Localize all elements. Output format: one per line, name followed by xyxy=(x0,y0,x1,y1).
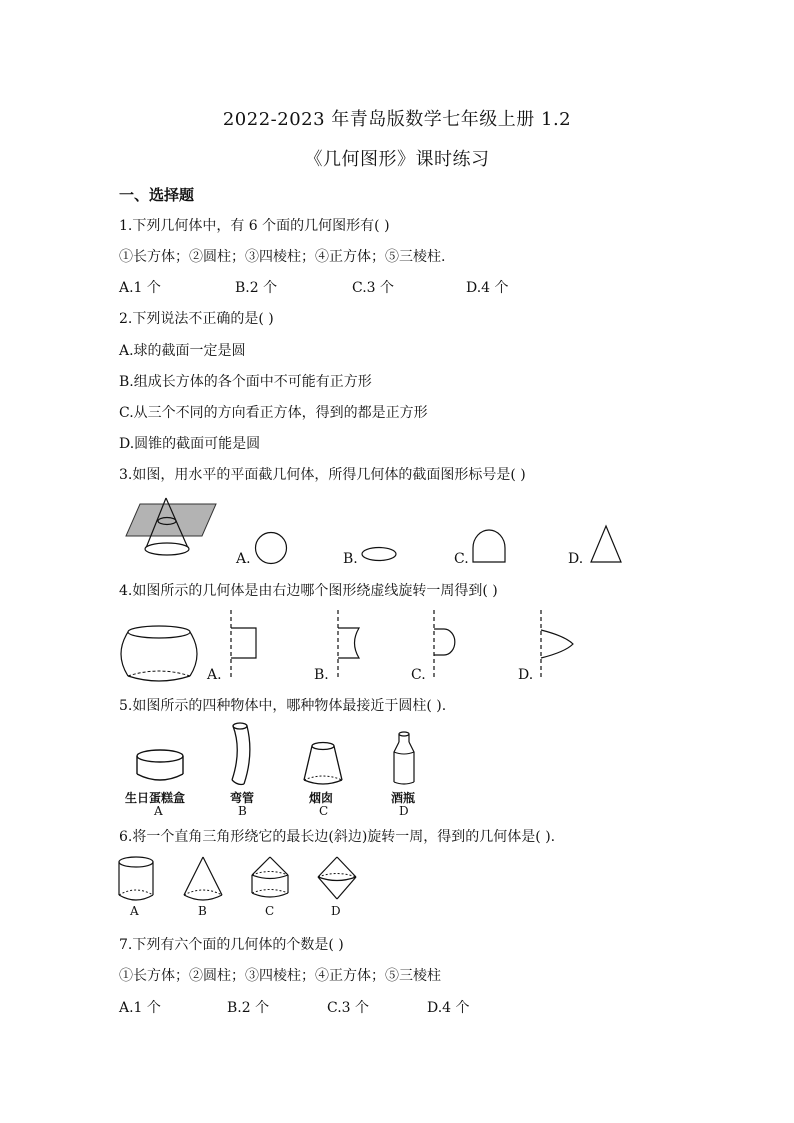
q7-stem: 7.下列有六个面的几何体的个数是( ) xyxy=(119,937,344,953)
document-title: 2022-2023 年青岛版数学七年级上册 1.2 xyxy=(222,109,572,130)
q7-list: ①长方体；②圆柱；③四棱柱；④正方体；⑤三棱柱 xyxy=(119,968,441,984)
q5-letter-a: A xyxy=(154,804,163,818)
q2-option-c: C.从三个不同的方向看正方体，得到的都是正方形 xyxy=(119,405,428,421)
q1-option-d: D.4 个 xyxy=(466,280,509,296)
q1-list: ①长方体；②圆柱；③四棱柱；④正方体；⑤三棱柱. xyxy=(119,249,446,265)
q6-letter-c: C xyxy=(265,904,275,918)
q6-letter-d: D xyxy=(331,904,341,918)
q2-option-d: D.圆锥的截面可能是圆 xyxy=(119,436,261,452)
q6-stem: 6.将一个直角三角形绕它的最长边(斜边)旋转一周，得到的几何体是( ). xyxy=(119,829,556,845)
q7-option-d: D.4 个 xyxy=(427,1000,470,1016)
q6-letter-a: A xyxy=(130,904,139,918)
rotation-shape-c xyxy=(428,610,468,682)
barrel-solid-figure xyxy=(120,622,198,684)
wine-bottle-figure xyxy=(391,730,417,786)
triangle-shape xyxy=(589,524,623,564)
q5-letter-b: B xyxy=(238,804,247,818)
q4-label-c: C. xyxy=(411,667,426,683)
q4-stem: 4.如图所示的几何体是由右边哪个图形绕虚线旋转一周得到( ) xyxy=(119,583,498,599)
q3-label-b: B. xyxy=(343,551,358,567)
cone-cut-by-plane-figure xyxy=(124,496,219,562)
q1-option-a: A.1 个 xyxy=(119,280,161,296)
q3-stem: 3.如图，用水平的平面截几何体，所得几何体的截面图形标号是( ) xyxy=(119,467,526,483)
q5-stem: 5.如图所示的四种物体中，哪种物体最接近于圆柱( ). xyxy=(119,698,447,714)
cylinder-option-a xyxy=(117,855,157,903)
chimney-figure xyxy=(300,740,346,788)
q2-option-a: A.球的截面一定是圆 xyxy=(119,343,246,359)
q3-label-d: D. xyxy=(568,551,584,567)
q2-option-b: B.组成长方体的各个面中不可能有正方形 xyxy=(119,374,372,390)
q1-stem: 1.下列几何体中，有 6 个面的几何图形有( ) xyxy=(119,218,390,234)
rotation-shape-b xyxy=(332,610,372,682)
section-heading: 一、选择题 xyxy=(119,186,195,204)
arch-shape xyxy=(471,528,507,564)
q5-letter-c: C xyxy=(319,804,329,818)
q5-name-c: 烟囱 xyxy=(309,791,334,805)
q1-option-c: C.3 个 xyxy=(352,280,395,296)
q6-letter-b: B xyxy=(198,904,207,918)
ellipse-shape xyxy=(360,546,398,562)
rotation-shape-d xyxy=(535,610,583,682)
q2-stem: 2.下列说法不正确的是( ) xyxy=(119,311,274,327)
q7-option-b: B.2 个 xyxy=(227,1000,270,1016)
rotation-shape-a xyxy=(225,610,265,682)
q7-option-c: C.3 个 xyxy=(327,1000,370,1016)
q1-option-b: B.2 个 xyxy=(235,280,278,296)
q5-letter-d: D xyxy=(399,804,409,818)
q4-label-a: A. xyxy=(207,667,222,683)
q5-name-d: 酒瓶 xyxy=(391,791,416,805)
cake-box-figure xyxy=(134,748,186,784)
circle-shape xyxy=(254,531,288,565)
q5-name-a: 生日蛋糕盒 xyxy=(125,791,186,805)
q5-name-b: 弯管 xyxy=(230,791,255,805)
double-cone-option-d xyxy=(316,855,358,903)
cone-option-b xyxy=(182,855,224,903)
q3-label-c: C. xyxy=(454,551,469,567)
q4-label-b: B. xyxy=(314,667,329,683)
cone-on-cylinder-option-c xyxy=(249,855,291,903)
bent-pipe-figure xyxy=(226,720,256,786)
document-subtitle: 《几何图形》课时练习 xyxy=(304,149,490,170)
q3-label-a: A. xyxy=(236,551,251,567)
q4-label-d: D. xyxy=(518,667,534,683)
q7-option-a: A.1 个 xyxy=(119,1000,161,1016)
